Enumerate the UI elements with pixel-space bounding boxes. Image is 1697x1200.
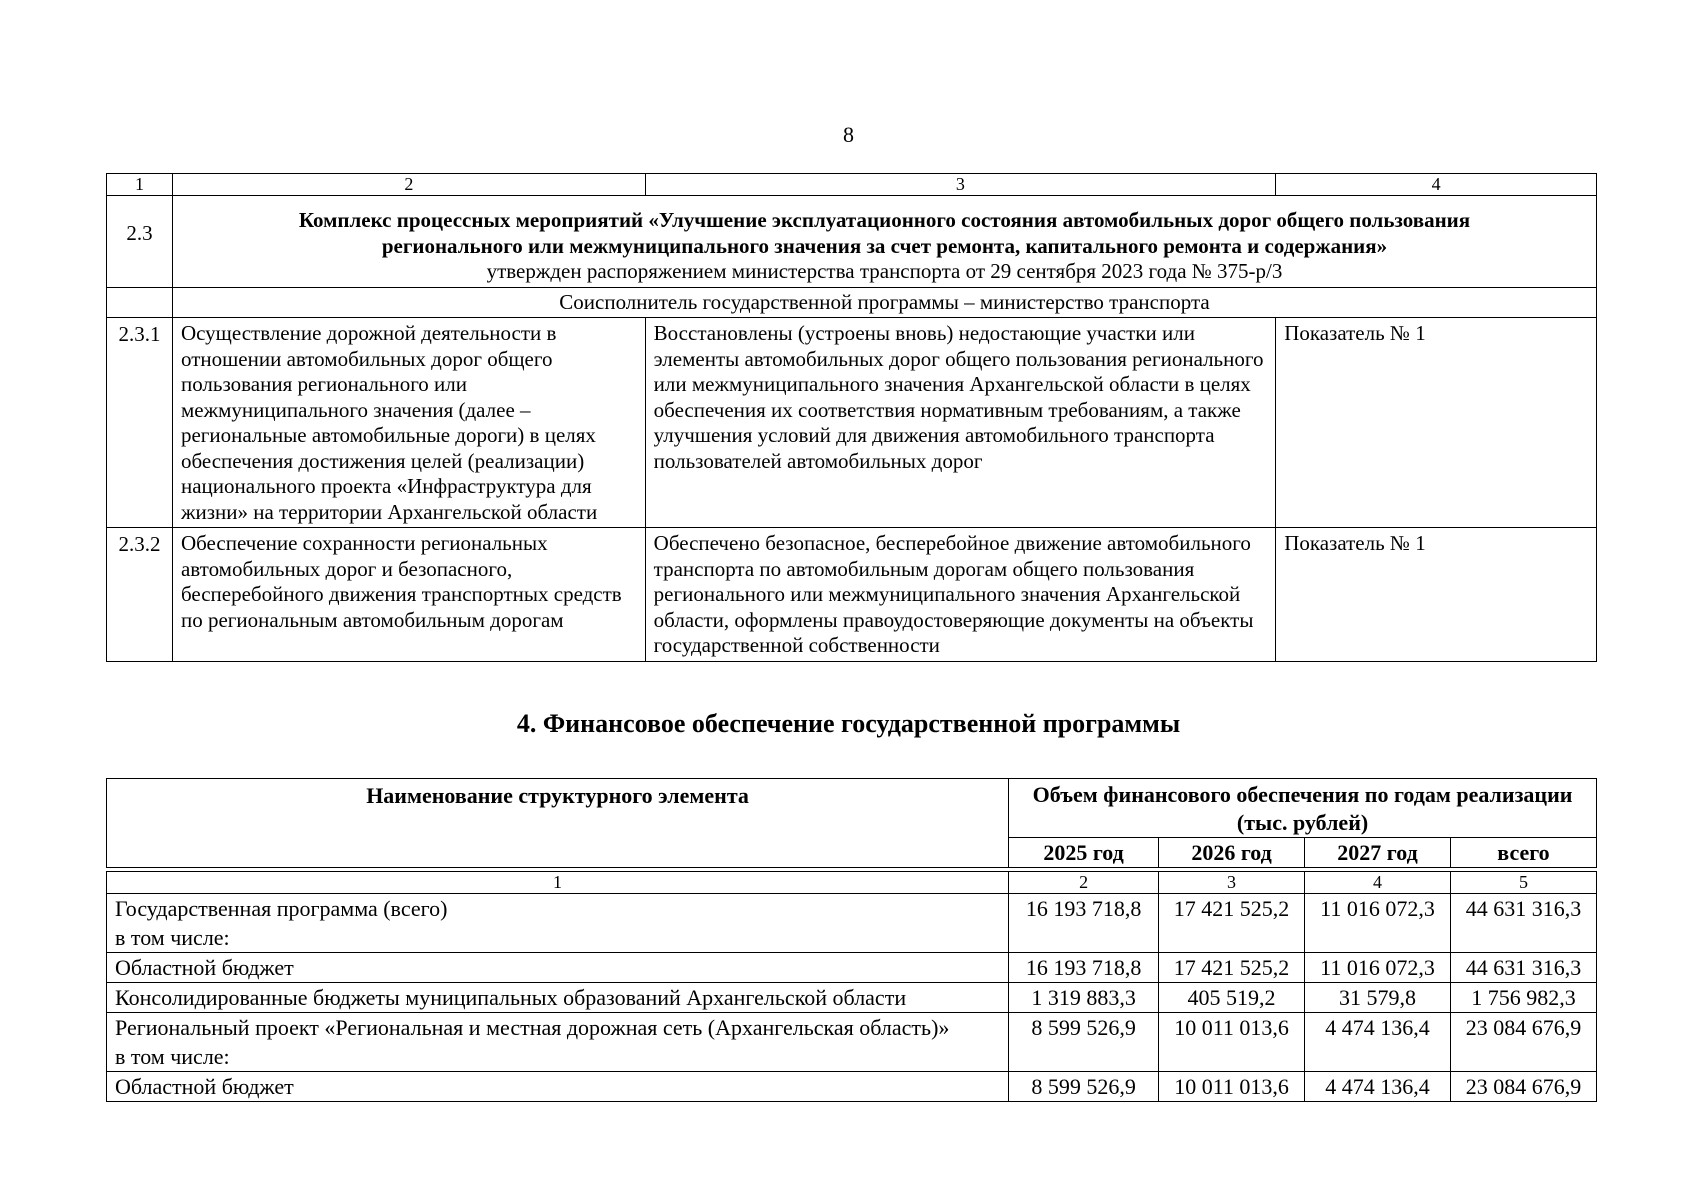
finance-row-title: Государственная программа (всего)	[115, 896, 448, 921]
column-number: 3	[645, 174, 1276, 196]
finance-row	[107, 894, 1597, 953]
finance-value: 11 016 072,3	[1305, 953, 1451, 983]
finance-row-name	[107, 894, 1009, 953]
header-year: 2025 год	[1009, 838, 1159, 868]
column-number: 4	[1305, 872, 1451, 894]
finance-value: 8 599 526,9	[1009, 1072, 1159, 1102]
header-funding-volume-unit: (тыс. рублей)	[1236, 810, 1369, 835]
finance-value: 44 631 316,3	[1451, 953, 1597, 983]
finance-value: 17 421 525,2	[1159, 894, 1305, 953]
coexecutor-row	[107, 287, 1597, 318]
measure-task: Осуществление дорожной деятельности в отношении автомобильных дорог общего пользования регионального или межмуниципального значения (далее – региональные автомобильные дороги) в целях обеспечения достижения целей (реализации) национального проекта «Инфраструктура для жизни» на территории Архангельской области	[172, 318, 645, 528]
measure-row	[107, 528, 1597, 662]
measure-result: Восстановлены (устроены вновь) недостающие участки или элементы автомобильных дорог общего пользования регионального или межмуниципального значения Архангельской области в целях обеспечения их соответствия нормативным требованиям, а также улучшения условий для движения автомобильного транспорта пользователей автомобильных дорог	[645, 318, 1276, 528]
finance-row-title: Региональный проект «Региональная и местная дорожная сеть (Архангельская область)»	[115, 1015, 950, 1040]
measure-indicator: Показатель № 1	[1276, 318, 1597, 528]
finance-value: 1 319 883,3	[1009, 983, 1159, 1013]
finance-row	[107, 953, 1597, 983]
finance-value: 23 084 676,9	[1451, 1072, 1597, 1102]
column-number: 4	[1276, 174, 1597, 196]
column-number: 2	[172, 174, 645, 196]
empty-cell	[107, 287, 173, 318]
finance-value: 31 579,8	[1305, 983, 1451, 1013]
header-funding-volume	[1009, 779, 1597, 838]
complex-heading	[172, 196, 1596, 288]
section-title: 4. Финансовое обеспечение государственной программы	[516, 709, 1181, 738]
finance-header-row	[107, 779, 1597, 838]
finance-value: 1 756 982,3	[1451, 983, 1597, 1013]
header-year: 2027 год	[1305, 838, 1451, 868]
coexecutor-text: Соисполнитель государственной программы – министерство транспорта	[172, 287, 1596, 318]
finance-value: 16 193 718,8	[1009, 953, 1159, 983]
finance-row-subtitle: в том числе:	[115, 1044, 230, 1069]
measure-task: Обеспечение сохранности региональных автомобильных дорог и безопасного, бесперебойного движения транспортных средств по региональным автомобильным дорогам	[172, 528, 645, 662]
column-number: 3	[1159, 872, 1305, 894]
header-total: всего	[1451, 838, 1597, 868]
complex-title-line: Комплекс процессных мероприятий «Улучшение эксплуатационного состояния автомобильных дорог общего пользования	[298, 208, 1471, 232]
header-structural-element: Наименование структурного элемента	[107, 779, 1009, 868]
measure-number: 2.3.1	[107, 318, 173, 528]
finance-value: 16 193 718,8	[1009, 894, 1159, 953]
measure-indicator: Показатель № 1	[1276, 528, 1597, 662]
finance-value: 10 011 013,6	[1159, 1013, 1305, 1072]
finance-value: 4 474 136,4	[1305, 1013, 1451, 1072]
column-number-row	[107, 872, 1597, 894]
column-number: 1	[107, 174, 173, 196]
page-number: 8	[843, 122, 854, 147]
measure-result: Обеспечено безопасное, бесперебойное движение автомобильного транспорта по автомобильным дорогам общего пользования регионального или межмуниципального значения Архангельской области, оформлены правоудостоверяющие документы на объекты государственной собственности	[645, 528, 1276, 662]
finance-value: 17 421 525,2	[1159, 953, 1305, 983]
finance-value: 11 016 072,3	[1305, 894, 1451, 953]
column-number: 2	[1009, 872, 1159, 894]
header-funding-volume-line: Объем финансового обеспечения по годам реализации	[1032, 782, 1573, 807]
finance-row-name	[107, 1013, 1009, 1072]
finance-row-subtitle: в том числе:	[115, 925, 230, 950]
finance-value: 8 599 526,9	[1009, 1013, 1159, 1072]
finance-value: 4 474 136,4	[1305, 1072, 1451, 1102]
measure-row	[107, 318, 1597, 528]
complex-title-line: регионального или межмуниципального значения за счет ремонта, капитального ремонта и содержания»	[381, 233, 1388, 258]
complex-number: 2.3	[107, 196, 173, 288]
finance-value: 10 011 013,6	[1159, 1072, 1305, 1102]
measures-table	[106, 173, 1597, 662]
finance-table	[106, 778, 1597, 1102]
finance-row-name: Консолидированные бюджеты муниципальных образований Архангельской области	[107, 983, 1009, 1013]
finance-value: 405 519,2	[1159, 983, 1305, 1013]
finance-value: 44 631 316,3	[1451, 894, 1597, 953]
finance-value: 23 084 676,9	[1451, 1013, 1597, 1072]
finance-row	[107, 983, 1597, 1013]
complex-row	[107, 196, 1597, 288]
finance-row	[107, 1072, 1597, 1102]
header-year: 2026 год	[1159, 838, 1305, 868]
column-number: 5	[1451, 872, 1597, 894]
measure-number: 2.3.2	[107, 528, 173, 662]
finance-row	[107, 1013, 1597, 1072]
column-number: 1	[107, 872, 1009, 894]
finance-row-name: Областной бюджет	[107, 1072, 1009, 1102]
complex-approval: утвержден распоряжением министерства транспорта от 29 сентября 2023 года № 375-р/3	[486, 259, 1283, 283]
finance-row-name: Областной бюджет	[107, 953, 1009, 983]
column-number-row	[107, 174, 1597, 196]
